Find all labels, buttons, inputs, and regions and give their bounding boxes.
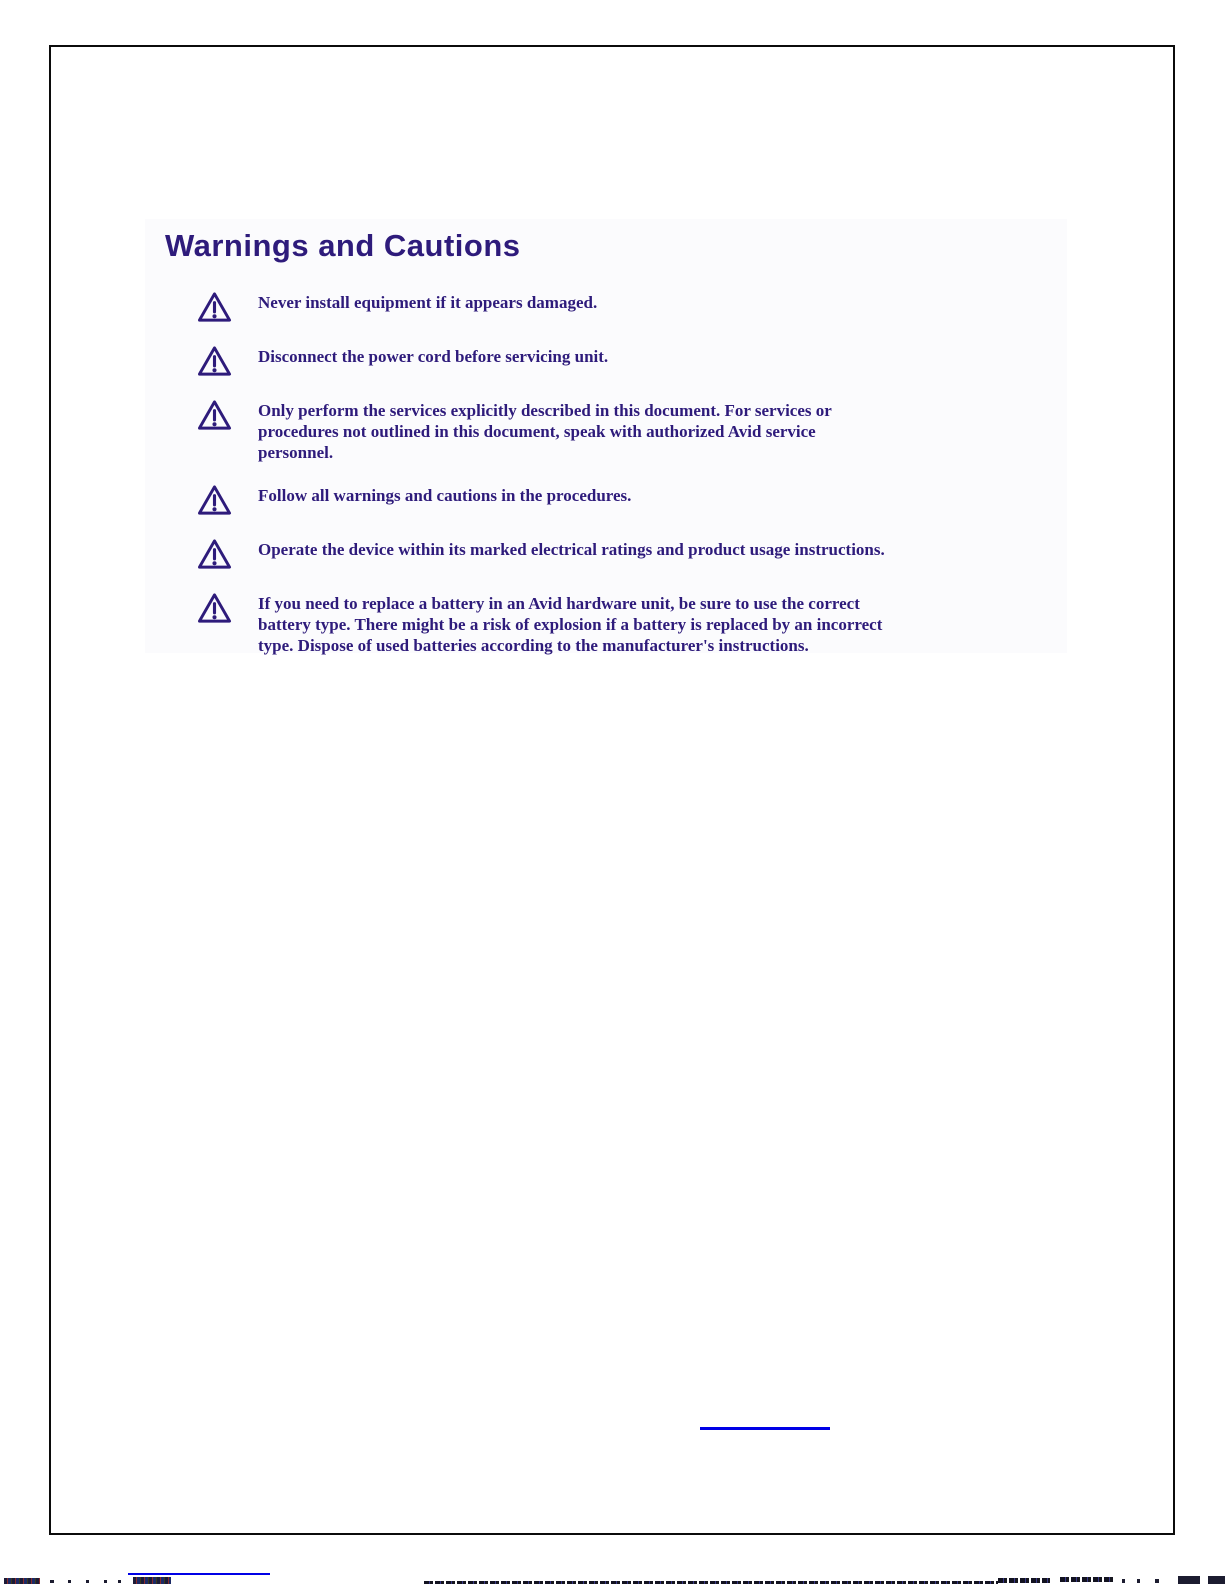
warning-triangle-icon: [197, 399, 232, 432]
clipped-text-fragment: [1208, 1576, 1225, 1584]
clipped-text-fragment: [1060, 1577, 1115, 1582]
clipped-text-fragment: [104, 1580, 107, 1583]
clipped-text-fragment: [50, 1580, 54, 1583]
warning-line: Disconnect the power cord before servicing unit.: [258, 347, 609, 366]
clipped-text-fragment: [998, 1578, 1050, 1583]
warning-text: [258, 399, 832, 463]
warning-line: If you need to replace a battery in an Avid hardware unit, be sure to use the correct: [258, 594, 860, 614]
clipped-text-fragment: [118, 1580, 121, 1583]
clipped-text-fragment: [86, 1580, 89, 1583]
warning-item: [197, 484, 885, 517]
warning-line: personnel.: [258, 442, 334, 462]
warning-line: type. Dispose of used batteries according to the manufacturer's instructions.: [258, 635, 809, 655]
warning-triangle-icon: [197, 592, 232, 625]
warning-text: [258, 291, 597, 314]
warning-line: procedures not outlined in this document, speak with authorized Avid service: [258, 421, 816, 441]
clipped-text-fragment: [1137, 1579, 1140, 1583]
warning-triangle-icon: [197, 484, 232, 517]
warning-triangle-icon: [197, 291, 232, 324]
warning-text: [258, 345, 608, 368]
warning-line: Never install equipment if it appears damaged.: [258, 293, 598, 312]
clipped-text-fragment: [424, 1581, 998, 1584]
warning-item: [197, 345, 885, 378]
warning-line: Only perform the services explicitly described in this document. For services or: [258, 401, 832, 420]
clipped-text-fragment: [68, 1580, 71, 1583]
warning-text: [258, 592, 882, 656]
clipped-text-fragment: [4, 1578, 40, 1584]
clipped-text-fragment: [1155, 1579, 1159, 1583]
warning-item: [197, 291, 885, 324]
hyperlink-underline[interactable]: [700, 1427, 830, 1430]
hyperlink-underline[interactable]: [128, 1573, 270, 1575]
page-title: Warnings and Cautions: [165, 228, 521, 263]
warning-line: Operate the device within its marked electrical ratings and product usage instructions.: [258, 540, 885, 560]
warning-text: [258, 484, 631, 507]
warnings-section: [145, 219, 1067, 653]
warnings-list: [197, 291, 885, 678]
warning-triangle-icon: [197, 345, 232, 378]
warning-item: [197, 592, 885, 656]
warning-triangle-icon: [197, 538, 232, 571]
clipped-text-fragment: [1122, 1579, 1125, 1583]
warning-line: battery type. There might be a risk of explosion if a battery is replaced by an incorrect: [258, 615, 883, 635]
warning-item: [197, 399, 885, 463]
clipped-text-fragment: [133, 1577, 171, 1584]
clipped-text-fragment: [1178, 1576, 1200, 1584]
warning-item: [197, 538, 885, 571]
warning-line: Follow all warnings and cautions in the procedures.: [258, 486, 632, 506]
warning-text: [258, 538, 885, 561]
